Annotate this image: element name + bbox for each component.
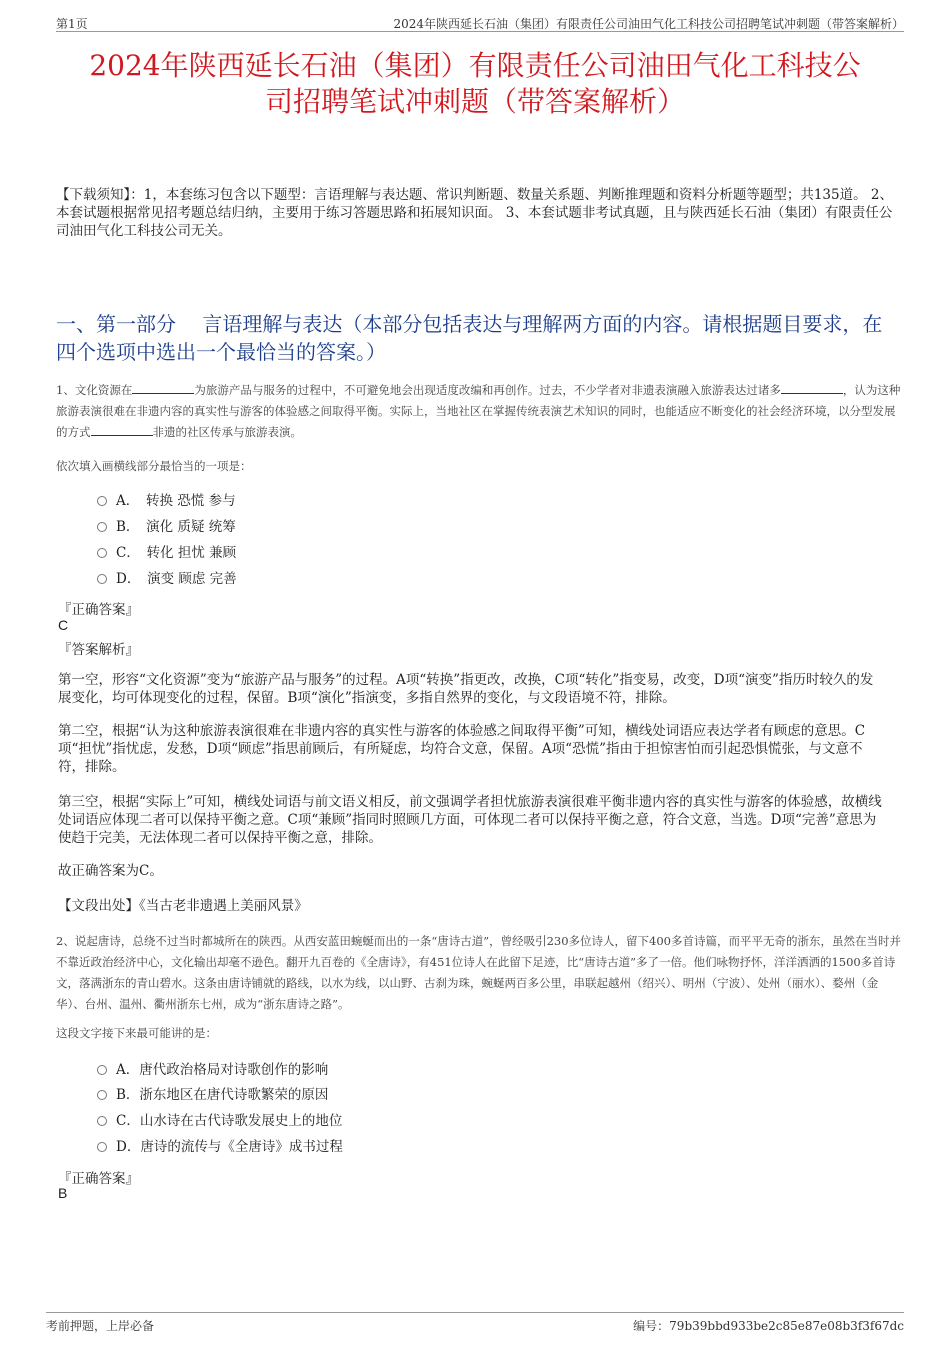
- document-title: [40, 48, 910, 120]
- title-line-2: 司招聘笔试冲刺题（带答案解析）: [264, 85, 685, 118]
- download-notice: 【下载须知】：1，本套练习包含以下题型：言语理解与表达题、常识判断题、数量关系题、判断推理题和资料分析题等题型；共135道。 2、本套试题根据常见招考题总结归纳，主要用于练习答题思路和拓展知识面。 3、本套试题非考试真题，且与陕西延长石油（集团）有限责任公司油田气化工科技公司无关。: [56, 187, 893, 239]
- option-label: B．浙东地区在唐代诗歌繁荣的原因: [116, 1087, 329, 1103]
- q1-segment-4: 非遗的社区传承与旅游表演。: [152, 425, 302, 439]
- option-label: D．唐诗的流传与《全唐诗》成书过程: [116, 1139, 343, 1155]
- q1-segment-2: 为旅游产品与服务的过程中，不可避免地会出现适度改编和再创作。过去，不少学者对非遗表演融入旅游表达过诸多: [194, 383, 781, 397]
- option-label: B． 演化 质疑 统筹: [116, 519, 236, 535]
- question-1-text: [56, 380, 902, 443]
- title-line-1: 2024年陕西延长石油（集团）有限责任公司油田气化工科技公: [89, 49, 861, 82]
- option-label: C． 转化 担忧 兼顾: [116, 545, 237, 561]
- page-footer: [46, 1312, 904, 1333]
- q1-analysis-conclusion: 故正确答案为C。: [58, 863, 163, 879]
- radio-icon[interactable]: [97, 496, 107, 506]
- q1-source: 【文段出处】《当古老非遗遇上美丽风景》: [58, 898, 308, 914]
- header-doc-title: 2024年陕西延长石油（集团）有限责任公司油田气化工科技公司招聘笔试冲刺题（带答案解析）: [393, 17, 904, 31]
- q1-analysis-paragraph-1: 第一空，形容“文化资源”变为“旅游产品与服务”的过程。A项“转换”指更改，改换，C项“转化”指变易，改变，D项“演变”指历时较久的发展变化，均可体现变化的过程，保留。B项“演化”指演变，多指自然界的变化，与文段语境不符，排除。: [58, 672, 874, 706]
- option-label: D． 演变 顾虑 完善: [116, 571, 237, 587]
- option-label: A． 转换 恐慌 参与: [116, 493, 236, 509]
- footer-slogan: 考前押题，上岸必备: [46, 1319, 155, 1333]
- q1-option-c[interactable]: [97, 543, 236, 563]
- radio-icon[interactable]: [97, 1065, 107, 1075]
- option-label: C．山水诗在古代诗歌发展史上的地位: [116, 1113, 343, 1129]
- question-1-prompt: 依次填入画横线部分最恰当的一项是：: [56, 459, 252, 473]
- q2-option-c[interactable]: [97, 1111, 342, 1131]
- blank-2: [781, 381, 843, 394]
- radio-icon[interactable]: [97, 1090, 107, 1100]
- radio-icon[interactable]: [97, 548, 107, 558]
- q2-answer-label: 『正确答案』: [58, 1171, 139, 1187]
- q2-option-a[interactable]: [97, 1060, 328, 1080]
- section-heading: 一、第一部分 言语理解与表达（本部分包括表达与理解两方面的内容。请根据题目要求，在四个选项中选出一个最恰当的答案。）: [56, 312, 883, 364]
- q1-analysis-paragraph-3: 第三空，根据“实际上”可知，横线处词语与前文语义相反，前文强调学者担忧旅游表演很难平衡非遗内容的真实性与游客的体验感，故横线处词语应体现二者可以保持平衡之意。C项“兼顾”指同时照顾几方面，可体现二者可以保持平衡之意，符合文意，当选。D项“完善”意思为使趋于完美，无法体现二者可以保持平衡之意，排除。: [58, 794, 882, 846]
- q1-analysis-label: 『答案解析』: [58, 642, 139, 658]
- blank-3: [91, 423, 153, 436]
- q1-analysis-paragraph-2: 第二空，根据“认为这种旅游表演很难在非遗内容的真实性与游客的体验感之间取得平衡”可知，横线处词语应表达学者有顾虑的意思。C项“担忧”指忧虑，发愁，D项“顾虑”指思前顾后，有所疑虑，均符合文意，保留。A项“恐慌”指由于担惊害怕而引起恐惧慌张，与文意不符，排除。: [58, 723, 866, 775]
- q1-segment-1: 1、文化资源在: [56, 383, 133, 397]
- radio-icon[interactable]: [97, 1142, 107, 1152]
- page-number: 第1页: [56, 17, 88, 31]
- radio-icon[interactable]: [97, 1116, 107, 1126]
- radio-icon[interactable]: [97, 574, 107, 584]
- q2-option-d[interactable]: [97, 1137, 343, 1157]
- q1-option-a[interactable]: [97, 491, 236, 511]
- q2-option-b[interactable]: [97, 1085, 328, 1105]
- radio-icon[interactable]: [97, 522, 107, 532]
- blank-1: [132, 381, 194, 394]
- option-label: A．唐代政治格局对诗歌创作的影响: [116, 1062, 329, 1078]
- question-2-prompt: 这段文字接下来最可能讲的是：: [56, 1026, 217, 1040]
- page-header: [56, 13, 904, 32]
- q1-answer-value: C: [58, 617, 69, 633]
- footer-doc-id: 编号：79b39bbd933be2c85e87e08b3f3f67dc: [633, 1319, 904, 1333]
- q1-segment-3: ，认为这种旅游表演很难在非遗内容的真实性与游客的体验感之间取得平衡。实际上，当地社区在掌握传统表演艺术知识的同时，也能适应不断变化的社会经济环境，以分型发展的方式: [56, 383, 901, 439]
- q1-option-d[interactable]: [97, 569, 237, 589]
- q1-option-b[interactable]: [97, 517, 236, 537]
- q2-answer-value: B: [58, 1185, 68, 1201]
- question-2-text: 2、说起唐诗，总绕不过当时都城所在的陕西。从西安蓝田蜿蜒而出的一条“唐诗古道”，曾经吸引230多位诗人，留下400多首诗篇，而平平无奇的浙东，虽然在当时并不靠近政治经济中心，文化输出却毫不逊色。翻开九百卷的《全唐诗》，有451位诗人在此留下足迹，比“唐诗古道”多了一倍。他们咏物抒怀，洋洋洒洒的1500多首诗文，落满浙东的青山碧水。这条由唐诗铺就的路线，以水为线，以山野、古刹为珠，蜿蜒两百多公里，串联起越州（绍兴）、明州（宁波）、处州（丽水）、婺州（金华）、台州、温州、衢州浙东七州，成为“浙东唐诗之路”。: [56, 934, 901, 1011]
- q1-answer-label: 『正确答案』: [58, 602, 139, 618]
